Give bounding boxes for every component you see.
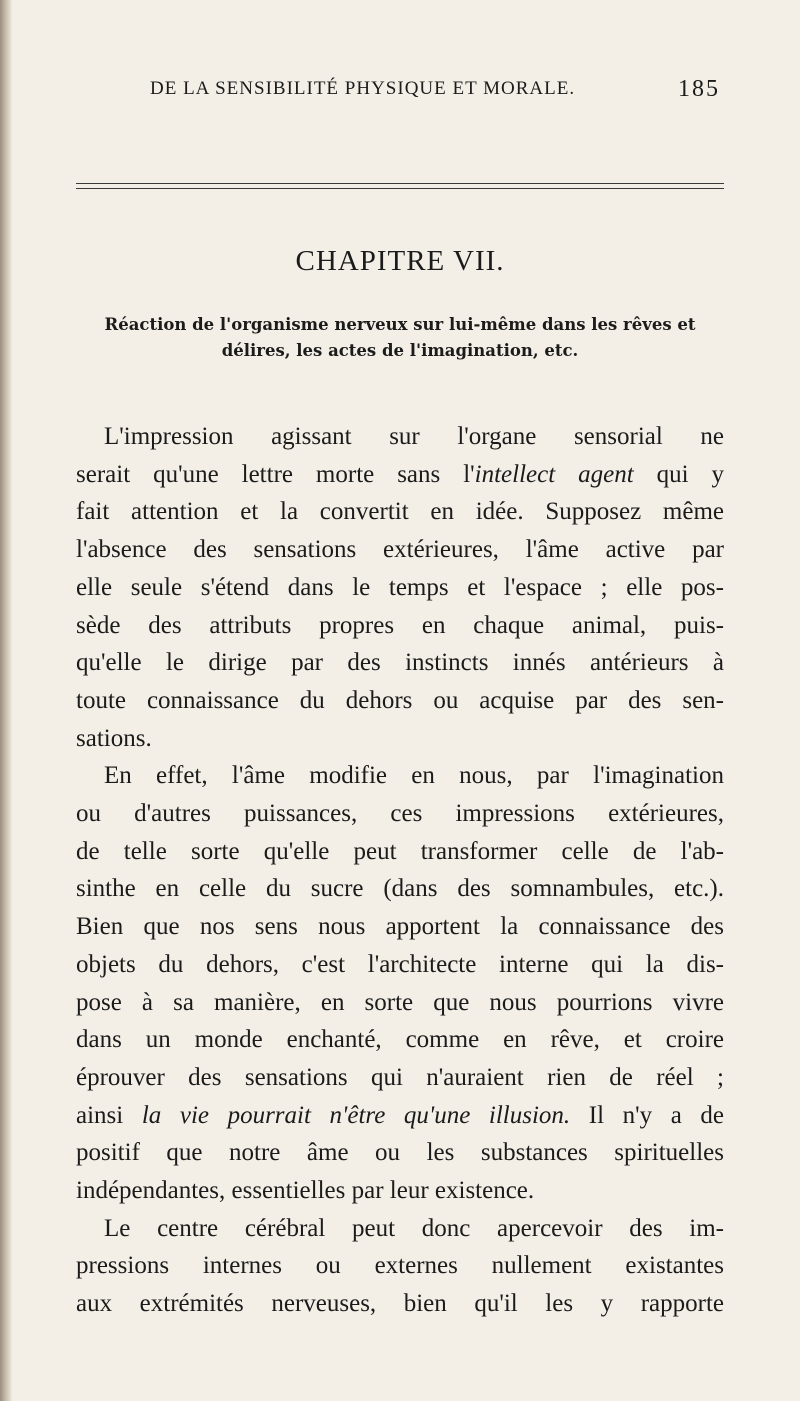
- paragraph: [76, 757, 724, 1209]
- italic-term: intellect agent: [474, 460, 634, 488]
- text-line: fait attention et la convertit en idée. Supposez même: [76, 498, 724, 526]
- italic-phrase: la vie pourrait n'être qu'une illusion.: [141, 1101, 571, 1129]
- text-line: [76, 456, 724, 494]
- page-number: 185: [678, 76, 720, 102]
- text-span: ainsi: [76, 1101, 142, 1129]
- text-line: En effet, l'âme modifie en nous, par l'imagination: [104, 762, 724, 790]
- text-line: dans un monde enchanté, comme en rêve, et croire: [76, 1026, 724, 1054]
- chapter-subtitle-line: délires, les actes de l'imagination, etc.: [221, 341, 579, 360]
- paragraph: [76, 418, 724, 757]
- text-line: elle seule s'étend dans le temps et l'espace ; elle pos-: [76, 573, 724, 601]
- text-line: sations.: [76, 724, 152, 752]
- text-line: de telle sorte qu'elle peut transformer celle de l'ab-: [76, 837, 724, 865]
- text-line: sède des attributs propres en chaque animal, puis-: [76, 611, 724, 639]
- body-text: [76, 418, 724, 1323]
- text-span: Il n'y a de: [570, 1101, 725, 1129]
- text-span: serait qu'une lettre morte sans l': [76, 460, 475, 488]
- text-line: objets du dehors, c'est l'architecte interne qui la dis-: [76, 950, 724, 978]
- text-line: indépendantes, essentielles par leur existence.: [76, 1177, 535, 1205]
- header-rule-thin: [76, 188, 724, 189]
- text-line: ou d'autres puissances, ces impressions extérieures,: [76, 800, 724, 828]
- text-line: Le centre cérébral peut donc apercevoir des im-: [104, 1214, 724, 1242]
- chapter-subtitle-line: Réaction de l'organisme nerveux sur lui-même dans les rêves et: [104, 315, 696, 334]
- text-line: sinthe en celle du sucre (dans des somnambules, etc.).: [76, 875, 724, 903]
- running-head: [150, 78, 720, 108]
- text-line: positif que notre âme ou les substances spirituelles: [76, 1139, 724, 1167]
- header-rule: [76, 183, 724, 184]
- chapter-title: CHAPITRE VII.: [295, 245, 505, 277]
- text-line: L'impression agissant sur l'organe sensorial ne: [104, 423, 724, 450]
- text-span: qui y: [633, 460, 724, 488]
- text-line: toute connaissance du dehors ou acquise par des sen-: [76, 686, 724, 714]
- text-line: qu'elle le dirige par des instincts innés antérieurs à: [76, 649, 724, 677]
- text-line: éprouver des sensations qui n'auraient rien de réel ;: [76, 1063, 724, 1091]
- text-line: Bien que nos sens nous apportent la connaissance des: [76, 913, 724, 941]
- text-line: [76, 1097, 724, 1135]
- text-line: pose à sa manière, en sorte que nous pourrions vivre: [76, 988, 724, 1016]
- text-line: pressions internes ou externes nullement existantes: [76, 1252, 724, 1280]
- running-title: DE LA SENSIBILITÉ PHYSIQUE ET MORALE.: [150, 78, 576, 99]
- paragraph: [76, 1210, 724, 1323]
- text-line: aux extrémités nerveuses, bien qu'il les y rapporte: [76, 1290, 724, 1318]
- chapter-subtitle: [76, 312, 724, 364]
- text-line: l'absence des sensations extérieures, l'âme active par: [76, 536, 724, 564]
